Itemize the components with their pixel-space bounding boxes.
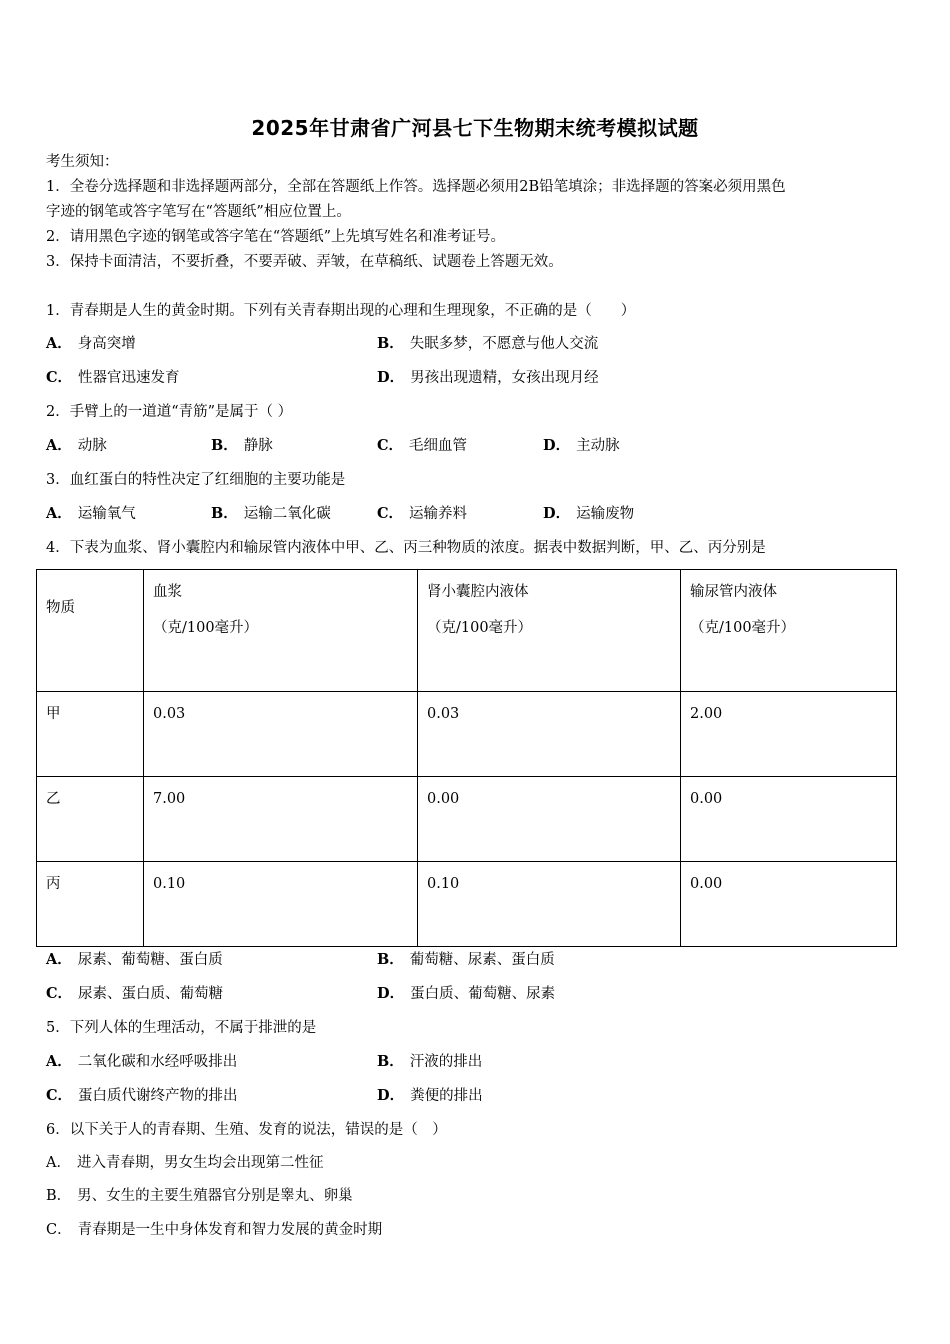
table-cell: 0.10	[144, 862, 418, 947]
question-stem-4: 4．下表为血浆、肾小囊腔内和输尿管内液体中甲、乙、丙三种物质的浓度。据表中数据判断，甲、乙、丙分别是	[46, 540, 766, 556]
option-3b: B． 运输二氧化碳	[211, 505, 331, 522]
table-cell: 0.00	[418, 777, 681, 862]
notice-line: 2．请用黑色字迹的钢笔或答字笔在“答题纸”上先填写姓名和准考证号。	[46, 229, 506, 245]
option-1c: C． 性器官迅速发育	[46, 369, 180, 386]
table-header-cell: 血浆 （克/100毫升）	[144, 570, 418, 692]
option-2d: D． 主动脉	[543, 437, 620, 454]
option-5a: A． 二氧化碳和水经呼吸排出	[46, 1053, 238, 1070]
table-cell: 0.00	[681, 862, 897, 947]
option-1a: A． 身高突增	[46, 335, 136, 352]
option-5d: D． 粪便的排出	[377, 1087, 483, 1104]
option-5b: B． 汗液的排出	[377, 1053, 483, 1070]
option-2b: B． 静脉	[211, 437, 273, 454]
option-3d: D． 运输废物	[543, 505, 635, 522]
option-3a: A． 运输氧气	[46, 505, 136, 522]
option-6a: A． 进入青春期，男女生均会出现第二性征	[46, 1155, 324, 1171]
concentration-table	[36, 569, 897, 947]
table-header-cell: 输尿管内液体 （克/100毫升）	[681, 570, 897, 692]
table-cell: 0.00	[681, 777, 897, 862]
notice-line: 3．保持卡面清洁，不要折叠，不要弄破、弄皱，在草稿纸、试题卷上答题无效。	[46, 254, 563, 270]
table-header-cell: 物质	[37, 570, 144, 692]
table-cell: 乙	[37, 777, 144, 862]
question-stem-6: 6．以下关于人的青春期、生殖、发育的说法，错误的是（ ）	[46, 1122, 447, 1138]
question-stem-1: 1．青春期是人生的黄金时期。下列有关青春期出现的心理和生理现象，不正确的是（ ）	[46, 303, 636, 319]
question-stem-2: 2．手臂上的一道道“青筋”是属于（ ）	[46, 404, 293, 420]
table-cell: 丙	[37, 862, 144, 947]
table-cell: 0.10	[418, 862, 681, 947]
question-stem-3: 3．血红蛋白的特性决定了红细胞的主要功能是	[46, 472, 346, 488]
option-5c: C． 蛋白质代谢终产物的排出	[46, 1087, 238, 1104]
notice-heading: 考生须知：	[46, 154, 119, 170]
option-4d: D． 蛋白质、葡萄糖、尿素	[377, 985, 556, 1002]
option-1b: B． 失眠多梦，不愿意与他人交流	[377, 335, 599, 352]
notice-line: 1．全卷分选择题和非选择题两部分，全部在答题纸上作答。选择题必须用2B铅笔填涂；非选择题的答案必须用黑色	[46, 179, 786, 195]
table-header-row	[37, 570, 897, 692]
table-cell: 0.03	[418, 692, 681, 777]
option-4c: C． 尿素、蛋白质、葡萄糖	[46, 985, 224, 1002]
table-cell: 甲	[37, 692, 144, 777]
option-1d: D． 男孩出现遗精，女孩出现月经	[377, 369, 599, 386]
notice-line: 字迹的钢笔或答字笔写在“答题纸”相应位置上。	[46, 204, 351, 220]
table-row	[37, 862, 897, 947]
option-4a: A． 尿素、葡萄糖、蛋白质	[46, 951, 223, 968]
option-6b: B． 男、女生的主要生殖器官分别是睾丸、卵巢	[46, 1188, 353, 1204]
table-cell: 2.00	[681, 692, 897, 777]
option-3c: C． 运输养料	[377, 505, 468, 522]
table-cell: 7.00	[144, 777, 418, 862]
table-header-cell: 肾小囊腔内液体 （克/100毫升）	[418, 570, 681, 692]
page-title: 2025年甘肃省广河县七下生物期末统考模拟试题	[251, 116, 699, 140]
option-2c: C． 毛细血管	[377, 437, 468, 454]
option-4b: B． 葡萄糖、尿素、蛋白质	[377, 951, 555, 968]
table-row	[37, 692, 897, 777]
option-6c: C． 青春期是一生中身体发育和智力发展的黄金时期	[46, 1222, 383, 1238]
option-2a: A． 动脉	[46, 437, 107, 454]
table-cell: 0.03	[144, 692, 418, 777]
table-row	[37, 777, 897, 862]
question-stem-5: 5．下列人体的生理活动，不属于排泄的是	[46, 1020, 317, 1036]
